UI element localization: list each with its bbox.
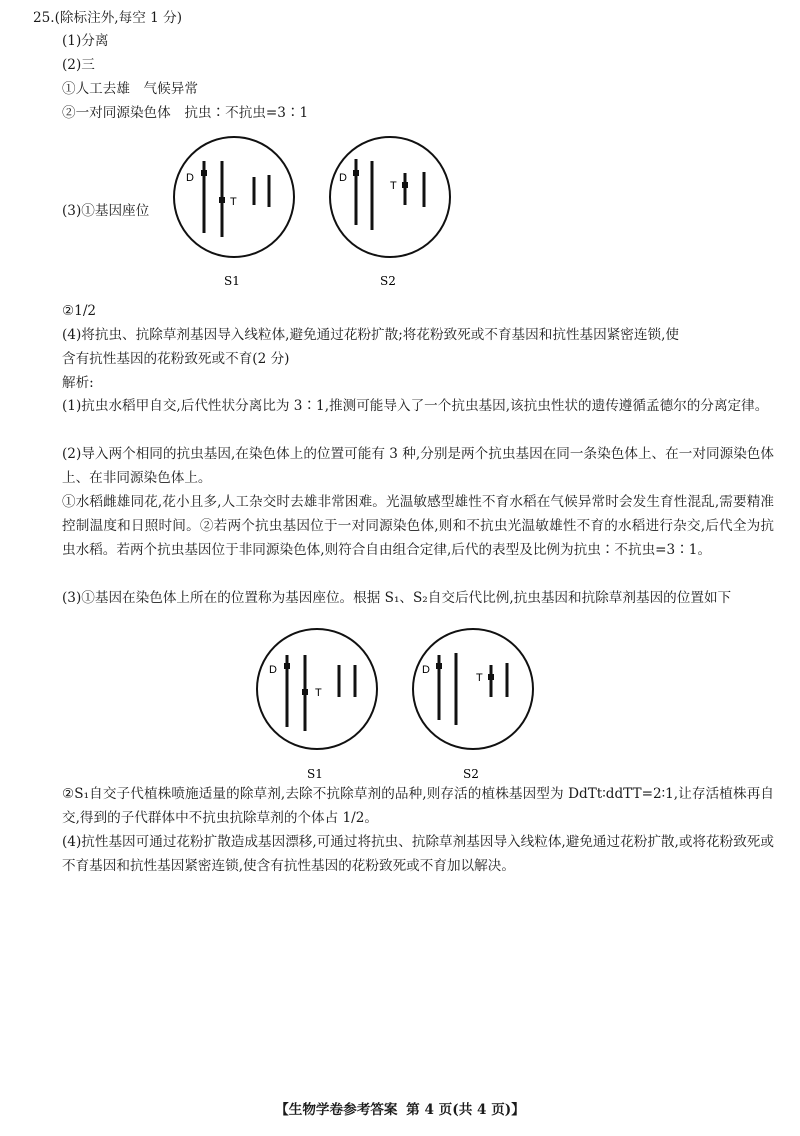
cell-s1 — [257, 629, 377, 781]
analysis-p6: (4)抗性基因可通过花粉扩散造成基因漂移,可通过将抗虫、抗除草剂基因导入线粒体,避免通过花粉扩散,或将花粉致死或不育基因和抗性基因紧密连锁,使含有抗性基因的花粉致死或不育加以解决。 — [62, 834, 774, 874]
cell-s2 — [413, 629, 533, 781]
cell-s2-circle — [330, 137, 450, 257]
analysis-p2: (2)导入两个相同的抗虫基因,在染色体上的位置可能有 3 种,分别是两个抗虫基因在同一条染色体上、在一对同源染色体上、在非同源染色体上。 — [62, 446, 774, 486]
gene-d-marker — [436, 663, 442, 669]
chromosome-diagram-analysis-svg — [255, 625, 555, 785]
analysis-p4: (3)①基因在染色体上所在的位置称为基因座位。根据 S₁、S₂自交后代比例,抗虫基因和抗除草剂基因的位置如下 — [62, 590, 732, 606]
analysis-p3: ①水稻雌雄同花,花小且多,人工杂交时去雄非常困难。光温敏感型雄性不育水稻在气候异常时会发生育性混乱,需要精准控制温度和日照时间。②若两个抗虫基因位于一对同源染色体,则和不抗虫光温敏雄性不育的水稻进行杂交,后代全为抗虫水稻。若两个抗虫基因位于非同源染色体,则符合自由组合定律,后代的表型及比例为抗虫∶不抗虫=3∶1。 — [62, 494, 774, 558]
analysis-p5: ②S₁自交子代植株喷施适量的除草剂,去除不抗除草剂的品种,则存活的植株基因型为 DdTt∶ddTT=2∶1,让存活植株再自交,得到的子代群体中不抗虫抗除草剂的个体占 1/2。 — [62, 786, 774, 826]
chromosome-diagram-analysis — [255, 625, 555, 785]
footer-title: 【生物学卷参考答案 — [275, 1102, 398, 1118]
chromosome-diagram-answer-svg — [172, 135, 472, 295]
cell-s2 — [330, 137, 450, 288]
cell-s1 — [174, 137, 294, 288]
analysis-p1: (1)抗虫水稻甲自交,后代性状分离比为 3∶1,推测可能导入了一个抗虫基因,该抗虫性状的遗传遵循孟德尔的分离定律。 — [62, 398, 769, 414]
chromosome-diagram-answer — [172, 135, 472, 295]
answer-4-line2: 含有抗性基因的花粉致死或不育(2 分) — [62, 351, 290, 367]
gene-d-marker — [284, 663, 290, 669]
gene-t-marker — [488, 674, 494, 680]
answer-2-1: ①人工去雄 气候异常 — [62, 81, 198, 97]
cell-s2-caption: S2 — [463, 767, 479, 781]
gene-t-label: T — [230, 196, 237, 208]
gene-d-label: D — [186, 172, 194, 184]
cell-s2-circle — [413, 629, 533, 749]
gene-t-marker — [402, 182, 408, 188]
gene-d-marker — [201, 170, 207, 176]
gene-t-label: T — [476, 672, 483, 684]
gene-t-marker — [219, 197, 225, 203]
answer-2-2: ②一对同源染色体 抗虫∶不抗虫=3∶1 — [62, 105, 309, 121]
question-header: 25.(除标注外,每空 1 分) — [33, 10, 182, 26]
answer-3-label: (3)①基因座位 — [62, 203, 150, 219]
gene-d-label: D — [422, 664, 430, 676]
analysis-title: 解析: — [62, 375, 94, 391]
gene-t-label: T — [390, 180, 397, 192]
gene-d-label: D — [339, 172, 347, 184]
answer-3-2: ②1/2 — [62, 303, 97, 319]
gene-d-marker — [353, 170, 359, 176]
cell-s2-caption: S2 — [380, 274, 396, 288]
answer-2: (2)三 — [62, 57, 95, 73]
gene-t-marker — [302, 689, 308, 695]
gene-d-label: D — [269, 664, 277, 676]
page-footer — [0, 1100, 800, 1120]
cell-s1-caption: S1 — [307, 767, 323, 781]
gene-t-label: T — [315, 687, 322, 699]
answer-4-line1: (4)将抗虫、抗除草剂基因导入线粒体,避免通过花粉扩散;将花粉致死或不育基因和抗性基因紧密连锁,使 — [62, 327, 680, 343]
cell-s1-caption: S1 — [224, 274, 240, 288]
answer-1: (1)分离 — [62, 33, 109, 49]
footer-page: 第 4 页(共 4 页)】 — [406, 1102, 525, 1118]
